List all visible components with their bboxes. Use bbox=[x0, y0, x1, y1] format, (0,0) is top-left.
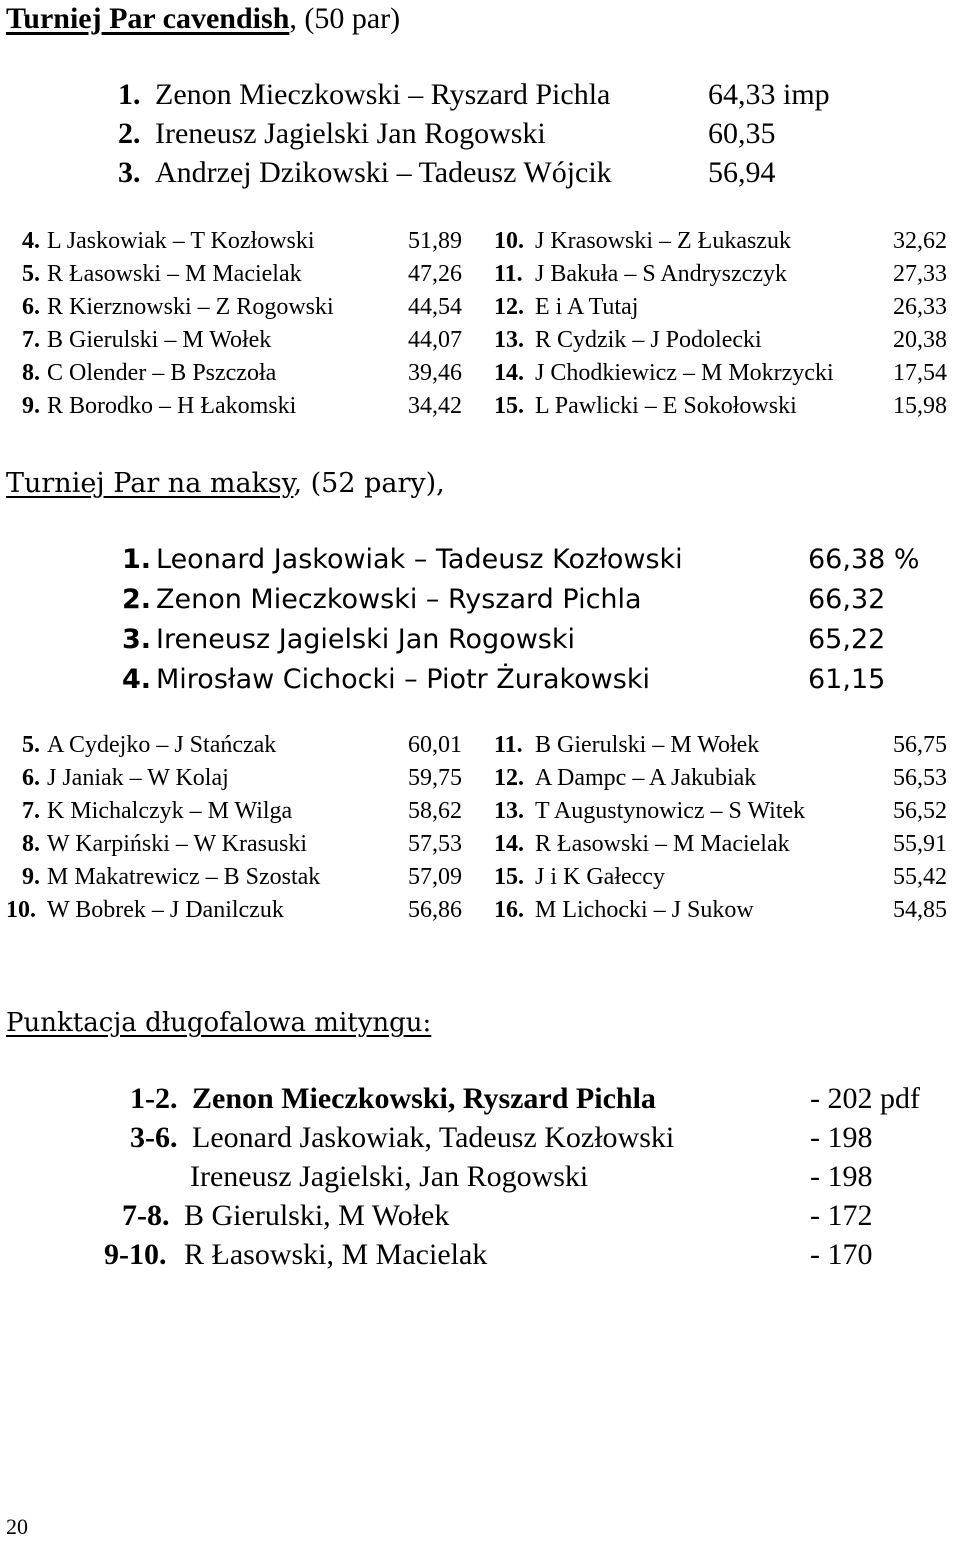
table-row: 6. R Kierznowski – Z Rogowski 44,54 12. E i A Tutaj 26,33 bbox=[22, 294, 947, 320]
table-row: 7. K Michalczyk – M Wilga 58,62 13. T Augustynowicz – S Witek 56,52 bbox=[22, 798, 947, 824]
list-item: 1. Zenon Mieczkowski – Ryszard Pichla 64,33 imp bbox=[118, 78, 830, 111]
table-row: 6. J Janiak – W Kolaj 59,75 12. A Dampc – A Jakubiak 56,53 bbox=[22, 765, 947, 791]
table-row: 4. L Jaskowiak – T Kozłowski 51,89 10. J Krasowski – Z Łukaszuk 32,62 bbox=[22, 228, 947, 254]
section-title-maksy: Turniej Par na maksy, (52 pary), bbox=[6, 468, 445, 499]
table-row: 8. C Olender – B Pszczoła 39,46 14. J Chodkiewicz – M Mokrzycki 17,54 bbox=[22, 360, 947, 386]
list-item: Ireneusz Jagielski, Jan Rogowski - 198 bbox=[190, 1160, 873, 1193]
list-item: 2. Ireneusz Jagielski Jan Rogowski 60,35 bbox=[118, 117, 776, 150]
list-item: 4. Mirosław Cichocki – Piotr Żurakowski 61,15 bbox=[122, 664, 886, 695]
list-item: 7-8. B Gierulski, M Wołek - 172 bbox=[122, 1199, 873, 1232]
list-item: 3-6. Leonard Jaskowiak, Tadeusz Kozłowski - 198 bbox=[130, 1121, 873, 1154]
section-title-cavendish: Turniej Par cavendish, (50 par) bbox=[6, 2, 401, 35]
table-row: 7. B Gierulski – M Wołek 44,07 13. R Cydzik – J Podolecki 20,38 bbox=[22, 327, 947, 353]
table-row: 9. M Makatrewicz – B Szostak 57,09 15. J i K Gałeccy 55,42 bbox=[22, 864, 947, 890]
table-row: 8. W Karpiński – W Krasuski 57,53 14. R Łasowski – M Macielak 55,91 bbox=[22, 831, 947, 857]
list-item: 1. Leonard Jaskowiak – Tadeusz Kozłowski 66,38 % bbox=[122, 544, 920, 575]
list-item: 9-10. R Łasowski, M Macielak - 170 bbox=[104, 1238, 873, 1271]
table-row: 10. W Bobrek – J Danilczuk 56,86 16. M Lichocki – J Sukow 54,85 bbox=[6, 897, 947, 923]
table-row: 5. R Łasowski – M Macielak 47,26 11. J Bakuła – S Andryszczyk 27,33 bbox=[22, 261, 947, 287]
list-item: 2. Zenon Mieczkowski – Ryszard Pichla 66,32 bbox=[122, 584, 886, 615]
list-item: 3. Ireneusz Jagielski Jan Rogowski 65,22 bbox=[122, 624, 886, 655]
list-item: 3. Andrzej Dzikowski – Tadeusz Wójcik 56,94 bbox=[118, 156, 776, 189]
table-row: 5. A Cydejko – J Stańczak 60,01 11. B Gierulski – M Wołek 56,75 bbox=[22, 732, 947, 758]
page-number: 20 bbox=[6, 1514, 28, 1539]
table-row: 9. R Borodko – H Łakomski 34,42 15. L Pawlicki – E Sokołowski 15,98 bbox=[22, 393, 947, 419]
list-item: 1-2. Zenon Mieczkowski, Ryszard Pichla - 202 pdf bbox=[130, 1082, 920, 1115]
section-title-longterm: Punktacja długofalowa mityngu: bbox=[6, 1008, 432, 1038]
